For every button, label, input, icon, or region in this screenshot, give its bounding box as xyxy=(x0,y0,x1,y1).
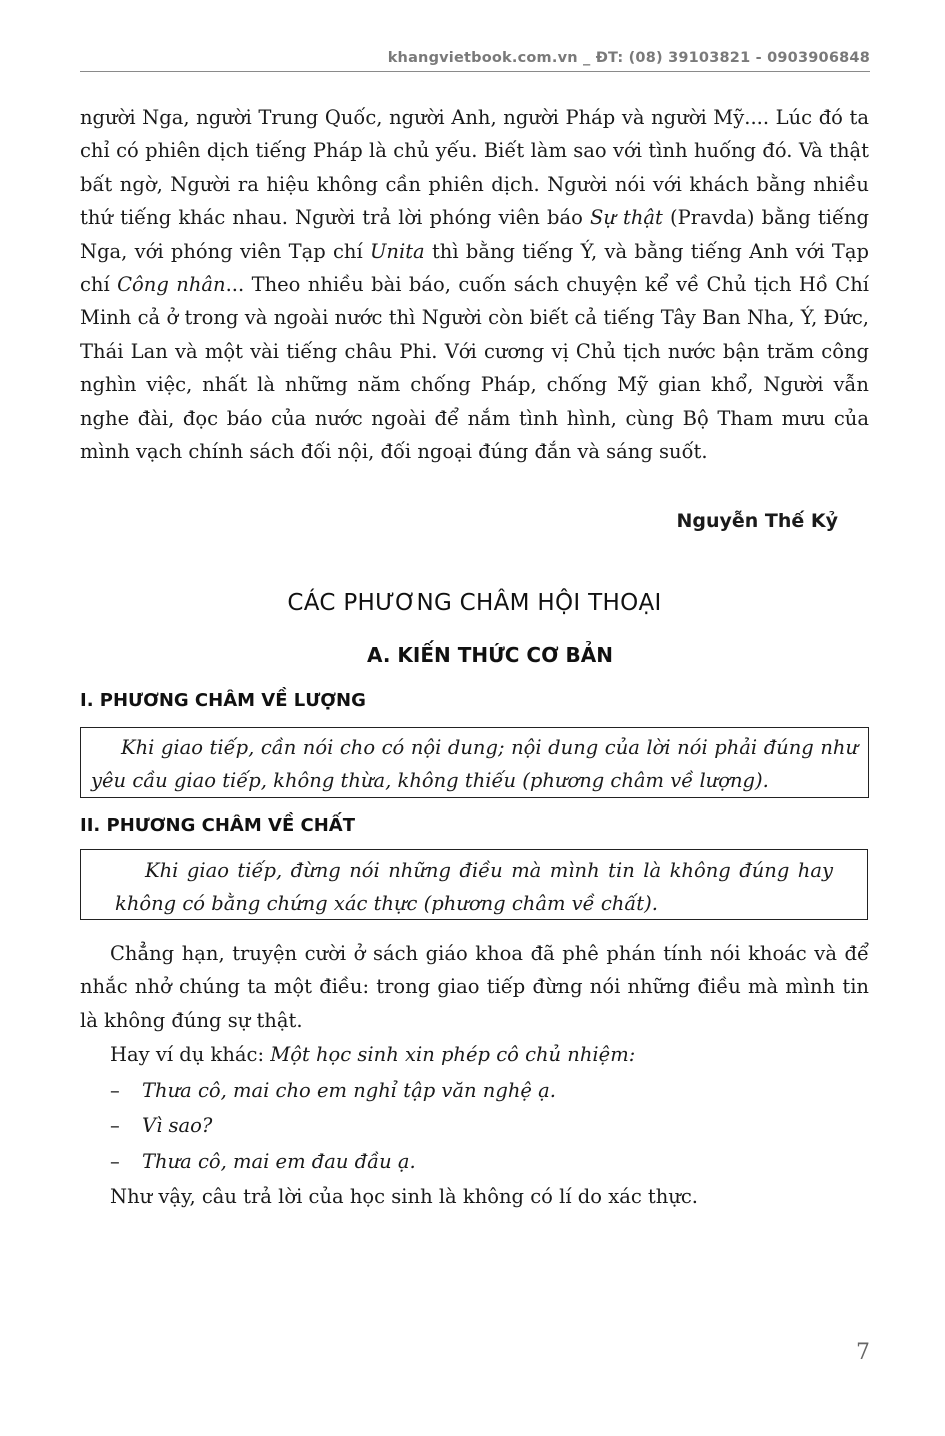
dialogue-text-2: Vì sao? xyxy=(142,1114,213,1137)
paragraph-1-italic-su-that: Sự thật xyxy=(589,206,663,230)
paragraph-1-text-b: (Pravda) bằng tiếng Nga, với phóng viên Tạp chí xyxy=(80,206,869,263)
dialogue-text-1: Thưa cô, mai cho em nghỉ tập văn nghệ ạ. xyxy=(142,1079,556,1102)
page-number: 7 xyxy=(856,1340,870,1365)
section-2-rule-box: Khi giao tiếp, đừng nói những điều mà mình tin là không đúng hay không có bằng chứng xác thực (phương châm về chất). xyxy=(80,849,868,920)
paragraph-1 xyxy=(80,101,869,468)
dialogue-line-1 xyxy=(110,1074,556,1107)
example-intro xyxy=(110,1038,635,1071)
section-1-heading: I. PHƯƠNG CHÂM VỀ LƯỢNG xyxy=(80,690,366,711)
chapter-title: CÁC PHƯƠNG CHÂM HỘI THOẠI xyxy=(287,590,662,616)
dialogue-line-2 xyxy=(110,1109,212,1142)
chapter-subtitle: A. KIẾN THỨC CƠ BẢN xyxy=(366,643,613,667)
paragraph-1-text-c: thì bằng tiếng Ý, và bằng tiếng Anh với Tạp chí xyxy=(80,239,869,297)
section-2-heading: II. PHƯƠNG CHÂM VỀ CHẤT xyxy=(80,815,355,836)
paragraph-1-italic-cong-nhan: Công nhân xyxy=(117,273,226,297)
example-intro-italic: Một học sinh xin phép cô chủ nhiệm: xyxy=(270,1043,636,1066)
paragraph-1-text-a: người Nga, người Trung Quốc, người Anh, người Pháp và người Mỹ.... Lúc đó ta chỉ có phiên dịch tiếng Pháp là chủ yếu. Biết làm sao với tình huống đó. Và thật bất ngờ, Người ra hiệu không cần phiên dịch. Người nói với khách bằng nhiều thứ tiếng khác nhau. Người trả lời phóng viên báo xyxy=(80,106,869,230)
dash-bullet: – xyxy=(110,1079,120,1102)
header-rule xyxy=(80,71,870,72)
paragraph-2: Chẳng hạn, truyện cười ở sách giáo khoa đã phê phán tính nói khoác và để nhắc nhở chúng ta một điều: trong giao tiếp đừng nói những điều mà mình tin là không đúng sự thật. xyxy=(80,942,869,1032)
paragraph-1-text-d: ... Theo nhiều bài báo, cuốn sách chuyện kể về Chủ tịch Hồ Chí Minh cả ở trong và ngoài nước thì Người còn biết cả tiếng Tây Ban Nha, Ý, Đức, Thái Lan và một vài tiếng châu Phi. Với cương vị Chủ tịch nước bận trăm công nghìn việc, nhất là những năm chống Pháp, chống Mỹ gian khổ, Người vẫn nghe đài, đọc báo của nước ngoài để nắm tình hình, cùng Bộ Tham mưu của mình vạch chính sách đối nội, đối ngoại đúng đắn và sáng suốt. xyxy=(80,273,869,464)
paragraph-1-italic-unita: Unita xyxy=(369,239,425,263)
author-signature: Nguyễn Thế Kỷ xyxy=(676,510,838,532)
dialogue-text-3: Thưa cô, mai em đau đầu ạ. xyxy=(142,1150,416,1173)
dash-bullet: – xyxy=(110,1150,120,1173)
page-header: khangvietbook.com.vn _ ĐT: (08) 39103821 - 0903906848 xyxy=(387,50,870,66)
example-conclusion: Như vậy, câu trả lời của học sinh là không có lí do xác thực. xyxy=(110,1185,699,1208)
section-1-rule-box: Khi giao tiếp, cần nói cho có nội dung; nội dung của lời nói phải đúng như yêu cầu giao tiếp, không thừa, không thiếu (phương châm về lượng). xyxy=(80,727,869,798)
dash-bullet: – xyxy=(110,1114,120,1137)
example-intro-text: Hay ví dụ khác: xyxy=(110,1043,271,1066)
dialogue-line-3 xyxy=(110,1145,416,1178)
